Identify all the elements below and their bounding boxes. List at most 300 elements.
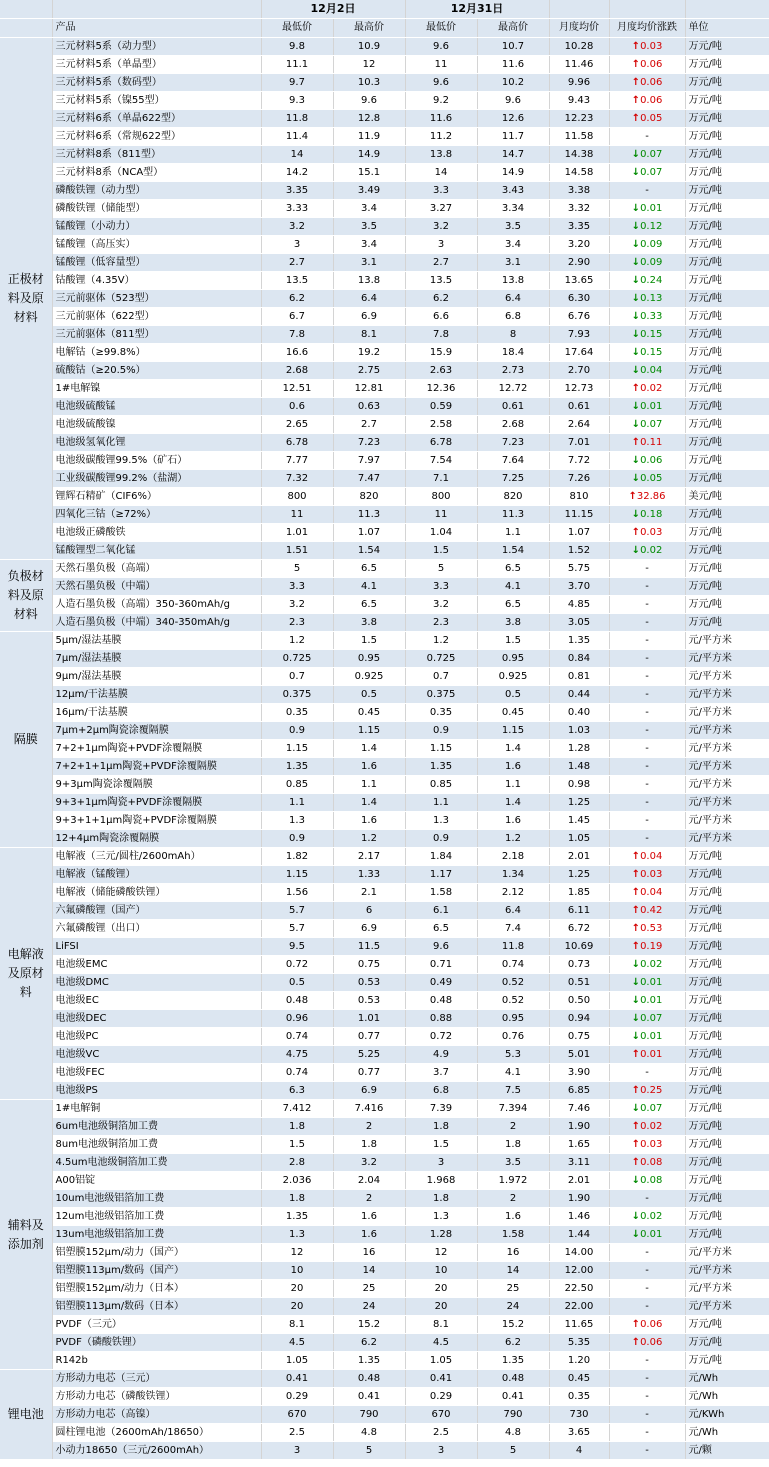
monthly-change [609, 596, 685, 614]
arrow-up-icon: ↑ [631, 905, 641, 916]
low-price-2: 670 [405, 1406, 477, 1424]
low-price-1: 5.7 [261, 920, 333, 938]
arrow-down-icon: ↓ [631, 545, 641, 556]
product-name: 电池级氢氧化锂 [52, 434, 261, 452]
monthly-avg: 22.00 [549, 1298, 609, 1316]
unit: 万元/吨 [685, 38, 769, 56]
low-price-2: 3.27 [405, 200, 477, 218]
change-value: 0.06 [640, 1319, 663, 1330]
high-price-1: 6.5 [333, 596, 405, 614]
unit: 万元/吨 [685, 1010, 769, 1028]
product-name: 锰酸锂（高压实） [52, 236, 261, 254]
high-price-2: 0.52 [477, 974, 549, 992]
product-name: 电池级DMC [52, 974, 261, 992]
monthly-avg: 2.70 [549, 362, 609, 380]
high-price-1: 11.5 [333, 938, 405, 956]
low-price-2: 11 [405, 506, 477, 524]
high-price-2: 7.23 [477, 434, 549, 452]
low-price-1: 1.01 [261, 524, 333, 542]
low-price-2: 6.1 [405, 902, 477, 920]
low-price-2: 800 [405, 488, 477, 506]
monthly-avg: 1.85 [549, 884, 609, 902]
product-name: 铝塑膜152μm/动力（国产） [52, 1244, 261, 1262]
high-price-2: 5.3 [477, 1046, 549, 1064]
low-price-2: 11.2 [405, 128, 477, 146]
monthly-avg: 3.05 [549, 614, 609, 632]
monthly-change [609, 200, 685, 218]
high-price-2: 3.5 [477, 1154, 549, 1172]
change-value: 0.13 [640, 293, 663, 304]
high-price-2: 0.41 [477, 1388, 549, 1406]
high-price-2: 7.4 [477, 920, 549, 938]
monthly-change [609, 632, 685, 650]
high-price-2: 11.7 [477, 128, 549, 146]
high-price-2: 6.5 [477, 560, 549, 578]
monthly-change [609, 1028, 685, 1046]
high-price-2: 14.9 [477, 164, 549, 182]
product-name: 三元材料5系（镍55型） [52, 92, 261, 110]
high-price-2: 24 [477, 1298, 549, 1316]
product-name: 5μm/湿法基膜 [52, 632, 261, 650]
low-price-1: 20 [261, 1280, 333, 1298]
high-price-2: 1.58 [477, 1226, 549, 1244]
table-row [0, 110, 769, 128]
high-price-2: 14 [477, 1262, 549, 1280]
monthly-change [609, 92, 685, 110]
monthly-change [609, 1334, 685, 1352]
unit: 万元/吨 [685, 92, 769, 110]
high-price-1: 10.3 [333, 74, 405, 92]
table-row [0, 56, 769, 74]
unit: 万元/吨 [685, 1100, 769, 1118]
unit: 万元/吨 [685, 398, 769, 416]
low-price-1: 1.8 [261, 1190, 333, 1208]
high-price-2: 7.5 [477, 1082, 549, 1100]
high-price-1: 7.47 [333, 470, 405, 488]
change-value: - [645, 1427, 649, 1438]
low-price-1: 0.35 [261, 704, 333, 722]
high-price-1: 1.8 [333, 1136, 405, 1154]
change-value: 0.42 [640, 905, 663, 916]
header-blank [549, 0, 609, 19]
monthly-avg: 1.52 [549, 542, 609, 560]
product-name: 锰酸锂型二氧化锰 [52, 542, 261, 560]
arrow-up-icon: ↑ [631, 1121, 641, 1132]
table-row [0, 398, 769, 416]
category-label: 电解液及原材料 [0, 848, 52, 1100]
arrow-up-icon: ↑ [631, 41, 641, 52]
arrow-up-icon: ↑ [631, 941, 641, 952]
change-value: - [645, 779, 649, 790]
monthly-change [609, 812, 685, 830]
high-price-2: 12.6 [477, 110, 549, 128]
low-price-2: 14 [405, 164, 477, 182]
monthly-change [609, 488, 685, 506]
unit: 万元/吨 [685, 1082, 769, 1100]
product-name: R142b [52, 1352, 261, 1370]
product-name: PVDF（磷酸铁锂） [52, 1334, 261, 1352]
monthly-change [609, 1118, 685, 1136]
change-value: 0.07 [640, 1103, 663, 1114]
change-value: 0.53 [640, 923, 663, 934]
monthly-change [609, 398, 685, 416]
product-name: 四氧化三钴（≥72%） [52, 506, 261, 524]
product-name: 人造石墨负极（高端）350-360mAh/g [52, 596, 261, 614]
low-price-1: 1.56 [261, 884, 333, 902]
table-row [0, 1316, 769, 1334]
table-row [0, 1082, 769, 1100]
unit: 万元/吨 [685, 164, 769, 182]
low-price-1: 16.6 [261, 344, 333, 362]
low-price-1: 0.375 [261, 686, 333, 704]
low-price-1: 5 [261, 560, 333, 578]
high-price-2: 0.61 [477, 398, 549, 416]
product-name: 方形动力电芯（三元） [52, 1370, 261, 1388]
low-price-1: 11 [261, 506, 333, 524]
low-price-1: 1.15 [261, 740, 333, 758]
high-price-1: 2.75 [333, 362, 405, 380]
low-price-1: 2.65 [261, 416, 333, 434]
monthly-avg: 10.69 [549, 938, 609, 956]
high-price-2: 8 [477, 326, 549, 344]
monthly-avg: 4.85 [549, 596, 609, 614]
unit: 万元/吨 [685, 1334, 769, 1352]
unit: 万元/吨 [685, 452, 769, 470]
change-value: 0.04 [640, 851, 663, 862]
table-row [0, 236, 769, 254]
high-price-2: 4.8 [477, 1424, 549, 1442]
table-row [0, 1334, 769, 1352]
low-price-1: 2.68 [261, 362, 333, 380]
monthly-change [609, 290, 685, 308]
high-price-2: 14.7 [477, 146, 549, 164]
high-price-2: 0.45 [477, 704, 549, 722]
table-row [0, 1064, 769, 1082]
high-price-2: 0.95 [477, 1010, 549, 1028]
unit: 万元/吨 [685, 938, 769, 956]
high-price-1: 12 [333, 56, 405, 74]
low-price-1: 9.7 [261, 74, 333, 92]
low-price-2: 9.6 [405, 74, 477, 92]
high-price-1: 0.53 [333, 992, 405, 1010]
product-name: 电池级EC [52, 992, 261, 1010]
change-value: 0.05 [640, 113, 663, 124]
monthly-avg: 3.65 [549, 1424, 609, 1442]
product-name: 电解液（锰酸锂） [52, 866, 261, 884]
low-price-2: 0.72 [405, 1028, 477, 1046]
low-price-1: 3.3 [261, 578, 333, 596]
table-row [0, 884, 769, 902]
monthly-avg: 14.00 [549, 1244, 609, 1262]
low-price-2: 3 [405, 1154, 477, 1172]
arrow-down-icon: ↓ [631, 995, 641, 1006]
high-price-1: 5 [333, 1442, 405, 1460]
low-price-1: 6.78 [261, 434, 333, 452]
low-price-1: 3.33 [261, 200, 333, 218]
monthly-change [609, 1298, 685, 1316]
monthly-change [609, 128, 685, 146]
change-value: 0.11 [640, 437, 663, 448]
monthly-change [609, 1442, 685, 1460]
high-price-2: 1.34 [477, 866, 549, 884]
unit: 万元/吨 [685, 866, 769, 884]
low-price-1: 2.7 [261, 254, 333, 272]
arrow-down-icon: ↓ [631, 1229, 641, 1240]
monthly-change [609, 1316, 685, 1334]
table-row [0, 218, 769, 236]
high-price-1: 6.9 [333, 308, 405, 326]
high-price-2: 3.4 [477, 236, 549, 254]
product-name: 小动力18650（三元/2600mAh） [52, 1442, 261, 1460]
change-value: 0.09 [640, 239, 663, 250]
unit: 万元/吨 [685, 218, 769, 236]
low-price-1: 1.05 [261, 1352, 333, 1370]
product-name: 磷酸铁锂（储能型） [52, 200, 261, 218]
high-price-2: 5 [477, 1442, 549, 1460]
low-price-2: 1.2 [405, 632, 477, 650]
high-price-1: 3.49 [333, 182, 405, 200]
monthly-avg: 6.72 [549, 920, 609, 938]
product-name: 1#电解铜 [52, 1100, 261, 1118]
high-price-1: 3.4 [333, 200, 405, 218]
table-row [0, 182, 769, 200]
product-name: 磷酸铁锂（动力型） [52, 182, 261, 200]
table-row [0, 632, 769, 650]
high-price-2: 3.8 [477, 614, 549, 632]
high-price-2: 0.48 [477, 1370, 549, 1388]
monthly-avg: 0.45 [549, 1370, 609, 1388]
low-price-2: 9.6 [405, 38, 477, 56]
product-name: 电池级PC [52, 1028, 261, 1046]
low-price-1: 11.8 [261, 110, 333, 128]
low-price-2: 11 [405, 56, 477, 74]
date-header-2: 12月31日 [405, 0, 549, 19]
monthly-avg: 12.23 [549, 110, 609, 128]
header-row-dates [0, 0, 769, 19]
change-value: - [645, 1067, 649, 1078]
change-value: 0.02 [640, 1121, 663, 1132]
unit: 元/平方米 [685, 722, 769, 740]
change-value: 0.25 [640, 1085, 663, 1096]
high-price-1: 14 [333, 1262, 405, 1280]
change-value: - [645, 617, 649, 628]
unit: 万元/吨 [685, 614, 769, 632]
change-value: 0.03 [640, 527, 663, 538]
low-price-2: 2.5 [405, 1424, 477, 1442]
low-price-1: 1.5 [261, 1136, 333, 1154]
unit: 万元/吨 [685, 848, 769, 866]
low-price-1: 2.5 [261, 1424, 333, 1442]
high-price-2: 1.2 [477, 830, 549, 848]
unit: 元/平方米 [685, 704, 769, 722]
unit: 万元/吨 [685, 1136, 769, 1154]
unit: 万元/吨 [685, 884, 769, 902]
monthly-avg: 0.98 [549, 776, 609, 794]
col-header-high-1: 最高价 [333, 19, 405, 38]
table-row [0, 452, 769, 470]
table-row [0, 596, 769, 614]
col-header-avg: 月度均价 [549, 19, 609, 38]
product-name: 工业级碳酸锂99.2%（盐湖） [52, 470, 261, 488]
low-price-2: 20 [405, 1280, 477, 1298]
low-price-1: 0.5 [261, 974, 333, 992]
high-price-2: 0.76 [477, 1028, 549, 1046]
low-price-1: 14 [261, 146, 333, 164]
monthly-avg: 12.00 [549, 1262, 609, 1280]
monthly-change [609, 38, 685, 56]
high-price-1: 2.7 [333, 416, 405, 434]
high-price-1: 1.6 [333, 1226, 405, 1244]
high-price-2: 13.8 [477, 272, 549, 290]
low-price-1: 6.7 [261, 308, 333, 326]
low-price-2: 8.1 [405, 1316, 477, 1334]
product-name: 三元材料6系（常规622型） [52, 128, 261, 146]
unit: 万元/吨 [685, 470, 769, 488]
high-price-2: 6.4 [477, 902, 549, 920]
monthly-change [609, 722, 685, 740]
low-price-2: 0.35 [405, 704, 477, 722]
product-name: 7μm+2μm陶瓷涂覆隔膜 [52, 722, 261, 740]
header-blank [0, 19, 52, 38]
high-price-2: 2.18 [477, 848, 549, 866]
product-name: 4.5um电池级铜箔加工费 [52, 1154, 261, 1172]
high-price-1: 1.54 [333, 542, 405, 560]
product-name: 10um电池级铝箔加工费 [52, 1190, 261, 1208]
change-value: - [645, 599, 649, 610]
low-price-1: 0.9 [261, 830, 333, 848]
high-price-2: 1.6 [477, 812, 549, 830]
unit: 万元/吨 [685, 560, 769, 578]
high-price-2: 2 [477, 1118, 549, 1136]
monthly-avg: 1.90 [549, 1118, 609, 1136]
low-price-2: 6.2 [405, 290, 477, 308]
monthly-change [609, 56, 685, 74]
monthly-avg: 5.01 [549, 1046, 609, 1064]
high-price-2: 3.43 [477, 182, 549, 200]
high-price-1: 1.2 [333, 830, 405, 848]
table-row [0, 74, 769, 92]
low-price-1: 0.48 [261, 992, 333, 1010]
monthly-avg: 0.50 [549, 992, 609, 1010]
change-value: 0.12 [640, 221, 663, 232]
low-price-2: 0.9 [405, 830, 477, 848]
monthly-change [609, 326, 685, 344]
change-value: - [645, 1445, 649, 1456]
low-price-1: 5.7 [261, 902, 333, 920]
table-row [0, 272, 769, 290]
high-price-1: 1.5 [333, 632, 405, 650]
arrow-down-icon: ↓ [631, 149, 641, 160]
high-price-2: 0.95 [477, 650, 549, 668]
low-price-2: 1.04 [405, 524, 477, 542]
low-price-2: 2.7 [405, 254, 477, 272]
table-row [0, 668, 769, 686]
arrow-up-icon: ↑ [631, 851, 641, 862]
table-row [0, 290, 769, 308]
monthly-avg: 1.03 [549, 722, 609, 740]
table-row [0, 1172, 769, 1190]
low-price-2: 3.7 [405, 1064, 477, 1082]
high-price-2: 10.2 [477, 74, 549, 92]
high-price-1: 1.6 [333, 758, 405, 776]
low-price-2: 4.5 [405, 1334, 477, 1352]
high-price-2: 1.5 [477, 632, 549, 650]
product-name: 电池级FEC [52, 1064, 261, 1082]
product-name: 电解液（储能磷酸铁锂） [52, 884, 261, 902]
low-price-2: 2.3 [405, 614, 477, 632]
product-name: 1#电解镍 [52, 380, 261, 398]
unit: 元/平方米 [685, 686, 769, 704]
product-name: 电池级VC [52, 1046, 261, 1064]
low-price-1: 2.036 [261, 1172, 333, 1190]
low-price-2: 3.3 [405, 578, 477, 596]
table-row [0, 1406, 769, 1424]
low-price-2: 3.2 [405, 218, 477, 236]
arrow-down-icon: ↓ [631, 1211, 641, 1222]
arrow-down-icon: ↓ [631, 473, 641, 484]
low-price-2: 2.58 [405, 416, 477, 434]
arrow-down-icon: ↓ [631, 167, 641, 178]
high-price-1: 16 [333, 1244, 405, 1262]
monthly-avg: 1.65 [549, 1136, 609, 1154]
unit: 元/Wh [685, 1388, 769, 1406]
low-price-1: 3 [261, 1442, 333, 1460]
low-price-1: 0.41 [261, 1370, 333, 1388]
low-price-2: 3.3 [405, 182, 477, 200]
product-name: 三元材料8系（811型） [52, 146, 261, 164]
monthly-change [609, 686, 685, 704]
low-price-2: 7.1 [405, 470, 477, 488]
monthly-change [609, 1280, 685, 1298]
unit: 万元/吨 [685, 110, 769, 128]
change-value: 0.07 [640, 149, 663, 160]
high-price-2: 0.5 [477, 686, 549, 704]
low-price-1: 8.1 [261, 1316, 333, 1334]
change-value: 32.86 [636, 491, 666, 502]
monthly-avg: 11.65 [549, 1316, 609, 1334]
high-price-1: 1.1 [333, 776, 405, 794]
high-price-1: 9.6 [333, 92, 405, 110]
arrow-up-icon: ↑ [631, 77, 641, 88]
high-price-2: 1.54 [477, 542, 549, 560]
high-price-1: 0.48 [333, 1370, 405, 1388]
monthly-avg: 0.44 [549, 686, 609, 704]
low-price-1: 9.8 [261, 38, 333, 56]
unit: 元/平方米 [685, 740, 769, 758]
low-price-2: 0.725 [405, 650, 477, 668]
arrow-up-icon: ↑ [631, 1337, 641, 1348]
table-row [0, 1100, 769, 1118]
table-row [0, 578, 769, 596]
date-header-1: 12月2日 [261, 0, 405, 19]
change-value: - [645, 653, 649, 664]
high-price-1: 11.3 [333, 506, 405, 524]
change-value: 0.06 [640, 77, 663, 88]
low-price-1: 3 [261, 236, 333, 254]
high-price-2: 1.35 [477, 1352, 549, 1370]
low-price-1: 3.35 [261, 182, 333, 200]
high-price-2: 3.34 [477, 200, 549, 218]
table-row [0, 1298, 769, 1316]
table-row [0, 1154, 769, 1172]
change-value: 0.19 [640, 941, 663, 952]
low-price-2: 0.7 [405, 668, 477, 686]
table-row [0, 488, 769, 506]
monthly-avg: 1.25 [549, 866, 609, 884]
low-price-2: 2.63 [405, 362, 477, 380]
monthly-avg: 9.43 [549, 92, 609, 110]
high-price-2: 7.25 [477, 470, 549, 488]
